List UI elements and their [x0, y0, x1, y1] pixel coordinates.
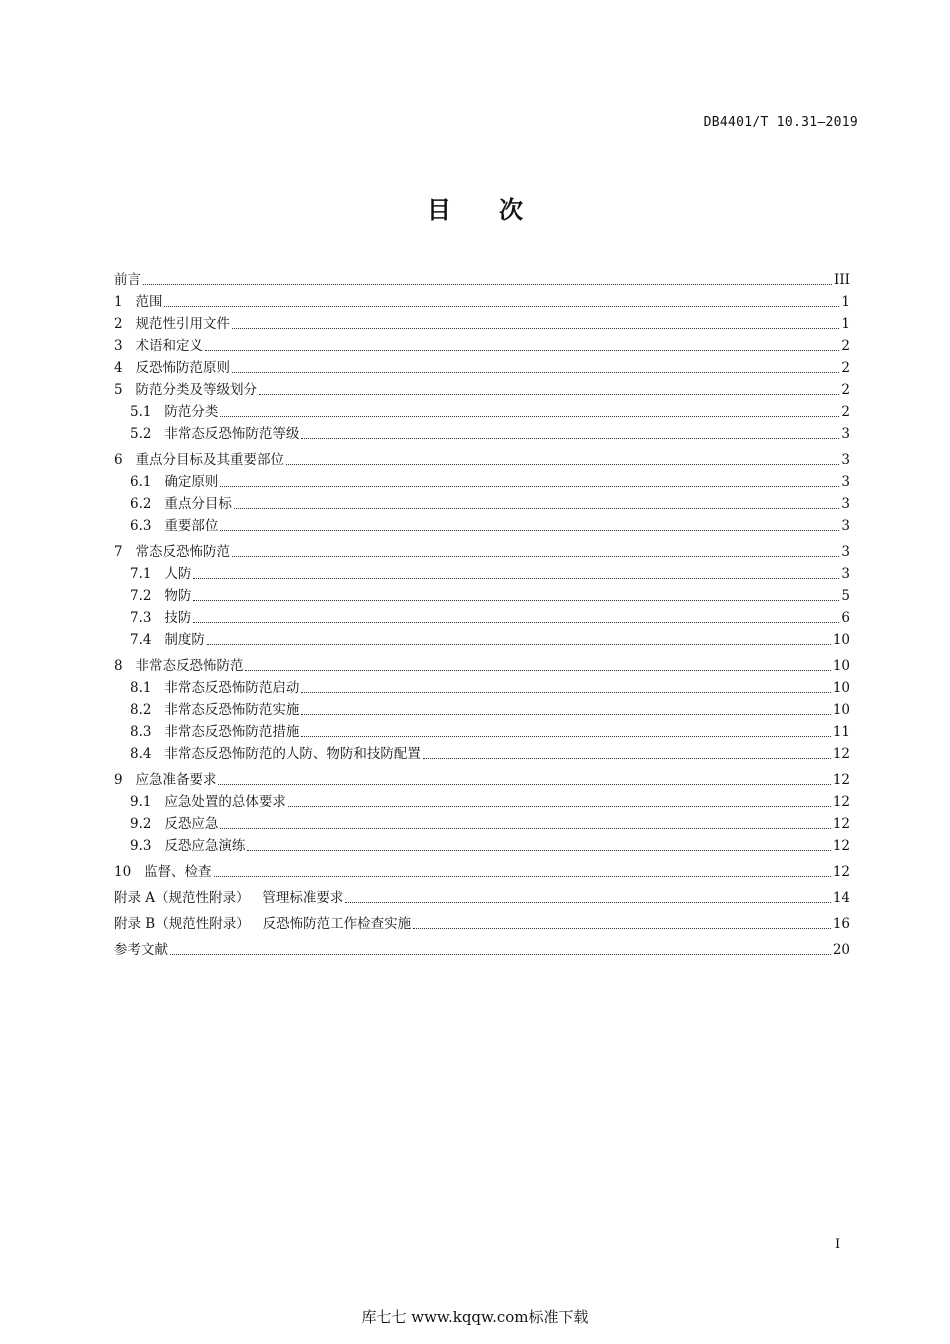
toc-entry[interactable]	[114, 697, 850, 719]
toc-entry-title: 非常态反恐怖防范措施	[164, 724, 300, 740]
toc-entry-title: 非常态反恐怖防范	[135, 658, 244, 674]
toc-leader-dots	[220, 827, 830, 829]
toc-entry-number: 5.2	[130, 426, 152, 442]
toc-leader-dots	[247, 849, 830, 851]
toc-entry-page: 10	[832, 702, 850, 718]
toc-entry-page: 2	[841, 404, 850, 420]
toc-entry-title: 非常态反恐怖防范实施	[164, 702, 300, 718]
toc-entry-page: 10	[832, 632, 850, 648]
toc-entry-number: 7.3	[130, 610, 152, 626]
toc-entry-title: 管理标准要求	[262, 890, 344, 906]
toc-entry[interactable]	[114, 289, 850, 311]
toc-entry-number: 7.4	[130, 632, 152, 648]
toc-entry-page: 3	[841, 544, 850, 560]
toc-entry[interactable]	[114, 605, 850, 627]
toc-leader-dots	[245, 669, 830, 671]
toc-entry-number: 9	[114, 772, 123, 788]
table-of-contents	[114, 267, 850, 959]
toc-entry-number: 1	[114, 294, 123, 310]
toc-leader-dots	[214, 875, 831, 877]
toc-entry-title: 重点分目标	[164, 496, 232, 512]
toc-entry[interactable]	[114, 741, 850, 763]
toc-entry[interactable]	[114, 937, 850, 959]
toc-entry[interactable]	[114, 469, 850, 491]
toc-entry-title: 确定原则	[164, 474, 219, 490]
document-code: DB4401/T 10.31—2019	[703, 115, 858, 130]
toc-entry[interactable]	[114, 491, 850, 513]
toc-entry-title: 重要部位	[164, 518, 219, 534]
toc-entry[interactable]	[114, 267, 850, 289]
toc-entry-title: 反恐怖防范原则	[135, 360, 230, 376]
toc-entry-number: 8.2	[130, 702, 152, 718]
toc-leader-dots	[193, 599, 839, 601]
toc-entry-title: 常态反恐怖防范	[135, 544, 230, 560]
toc-entry-number: 7.1	[130, 566, 152, 582]
toc-entry-title: 防范分类	[164, 404, 219, 420]
toc-entry-number: 附录 B（规范性附录）	[114, 916, 250, 932]
toc-leader-dots	[143, 283, 832, 285]
toc-entry-page: 10	[832, 658, 850, 674]
toc-entry-page: 3	[841, 518, 850, 534]
toc-entry-title: 非常态反恐怖防范的人防、物防和技防配置	[164, 746, 421, 762]
toc-entry-page: 12	[832, 746, 850, 762]
toc-leader-dots	[164, 305, 839, 307]
toc-entry-number: 附录 A（规范性附录）	[114, 890, 250, 906]
toc-entry-number: 5	[114, 382, 123, 398]
toc-entry-number: 4	[114, 360, 123, 376]
toc-entry-page: 11	[832, 724, 850, 740]
toc-leader-dots	[301, 735, 830, 737]
toc-entry-title: 反恐应急	[164, 816, 219, 832]
toc-entry[interactable]	[114, 561, 850, 583]
toc-entry[interactable]	[114, 885, 850, 907]
toc-leader-dots	[218, 783, 830, 785]
page-number: I	[835, 1237, 841, 1252]
toc-entry-page: 14	[832, 890, 850, 906]
toc-entry-number: 8	[114, 658, 123, 674]
toc-leader-dots	[234, 507, 840, 509]
toc-leader-dots	[232, 555, 839, 557]
toc-entry-number: 8.3	[130, 724, 152, 740]
toc-entry-title: 重点分目标及其重要部位	[135, 452, 284, 468]
toc-leader-dots	[301, 713, 830, 715]
toc-entry-title: 规范性引用文件	[135, 316, 230, 332]
toc-entry[interactable]	[114, 377, 850, 399]
toc-entry-title: 非常态反恐怖防范启动	[164, 680, 300, 696]
toc-entry-number: 9.2	[130, 816, 152, 832]
toc-entry[interactable]	[114, 539, 850, 561]
toc-entry-title: 技防	[164, 610, 192, 626]
toc-entry[interactable]	[114, 719, 850, 741]
toc-leader-dots	[207, 643, 831, 645]
toc-entry-title: 范围	[135, 294, 163, 310]
toc-entry[interactable]	[114, 911, 850, 933]
toc-entry-page: 20	[832, 942, 850, 958]
toc-leader-dots	[423, 757, 831, 759]
toc-entry-page: 3	[841, 496, 850, 512]
toc-entry[interactable]	[114, 513, 850, 535]
toc-leader-dots	[301, 691, 830, 693]
toc-entry-title: 反恐怖防范工作检查实施	[262, 916, 412, 932]
toc-leader-dots	[220, 485, 839, 487]
toc-entry-number: 8.1	[130, 680, 152, 696]
toc-entry-title: 反恐应急演练	[164, 838, 246, 854]
toc-entry[interactable]	[114, 627, 850, 649]
toc-entry-title: 应急准备要求	[135, 772, 217, 788]
toc-leader-dots	[288, 805, 831, 807]
page-title	[0, 190, 950, 225]
toc-entry-page: 2	[841, 360, 850, 376]
toc-leader-dots	[193, 621, 839, 623]
toc-entry[interactable]	[114, 767, 850, 789]
toc-entry[interactable]	[114, 399, 850, 421]
toc-leader-dots	[232, 371, 839, 373]
toc-entry[interactable]	[114, 355, 850, 377]
toc-entry[interactable]	[114, 653, 850, 675]
toc-entry-page: 2	[841, 338, 850, 354]
toc-entry-page: 1	[841, 316, 850, 332]
toc-entry-title: 人防	[164, 566, 192, 582]
title-char-left: 目	[427, 196, 451, 224]
toc-entry[interactable]	[114, 421, 850, 443]
toc-entry-page: 3	[841, 566, 850, 582]
toc-entry-title: 监督、检查	[144, 864, 212, 880]
toc-entry-page: III	[834, 272, 850, 288]
toc-entry-number: 8.4	[130, 746, 152, 762]
title-char-right: 次	[499, 196, 523, 224]
toc-entry[interactable]	[114, 859, 850, 881]
toc-entry[interactable]	[114, 811, 850, 833]
toc-entry-title: 前言	[114, 272, 141, 288]
toc-leader-dots	[220, 529, 839, 531]
toc-entry-number: 7.2	[130, 588, 152, 604]
toc-entry-number: 7	[114, 544, 123, 560]
toc-entry-page: 12	[832, 772, 850, 788]
toc-entry-title: 非常态反恐怖防范等级	[164, 426, 300, 442]
toc-entry-title: 术语和定义	[135, 338, 203, 354]
footer-watermark: 库七七 www.kqqw.com标准下载	[361, 1308, 589, 1326]
toc-leader-dots	[286, 463, 839, 465]
toc-leader-dots	[301, 437, 839, 439]
toc-entry[interactable]	[114, 789, 850, 811]
toc-entry-number: 10	[114, 864, 132, 880]
toc-entry-title: 应急处置的总体要求	[164, 794, 286, 810]
toc-entry-number: 6.1	[130, 474, 152, 490]
toc-leader-dots	[259, 393, 839, 395]
toc-entry-page: 3	[841, 452, 850, 468]
toc-entry-number: 6.2	[130, 496, 152, 512]
toc-entry-title: 物防	[164, 588, 192, 604]
toc-entry-number: 6.3	[130, 518, 152, 534]
toc-entry[interactable]	[114, 447, 850, 469]
toc-leader-dots	[413, 927, 831, 929]
toc-entry-number: 6	[114, 452, 123, 468]
toc-entry-title: 防范分类及等级划分	[135, 382, 257, 398]
toc-entry-page: 12	[832, 838, 850, 854]
toc-entry-page: 12	[832, 816, 850, 832]
toc-entry-title: 制度防	[164, 632, 205, 648]
toc-entry-page: 3	[841, 474, 850, 490]
toc-leader-dots	[232, 327, 839, 329]
toc-entry-number: 9.1	[130, 794, 152, 810]
toc-entry[interactable]	[114, 833, 850, 855]
toc-entry-title: 参考文献	[114, 942, 168, 958]
toc-entry[interactable]	[114, 333, 850, 355]
toc-entry-page: 10	[832, 680, 850, 696]
toc-leader-dots	[193, 577, 839, 579]
toc-leader-dots	[345, 901, 830, 903]
toc-entry[interactable]	[114, 311, 850, 333]
toc-leader-dots	[170, 953, 831, 955]
toc-leader-dots	[220, 415, 839, 417]
toc-entry-page: 2	[841, 382, 850, 398]
toc-entry-number: 2	[114, 316, 123, 332]
toc-entry-page: 5	[841, 588, 850, 604]
toc-entry-number: 3	[114, 338, 123, 354]
toc-entry[interactable]	[114, 583, 850, 605]
toc-leader-dots	[205, 349, 839, 351]
toc-entry-number: 9.3	[130, 838, 152, 854]
toc-entry-page: 12	[832, 864, 850, 880]
toc-entry-number: 5.1	[130, 404, 152, 420]
toc-entry-page: 12	[832, 794, 850, 810]
toc-entry[interactable]	[114, 675, 850, 697]
toc-entry-page: 16	[832, 916, 850, 932]
toc-entry-page: 6	[841, 610, 850, 626]
toc-entry-page: 3	[841, 426, 850, 442]
toc-entry-page: 1	[841, 294, 850, 310]
